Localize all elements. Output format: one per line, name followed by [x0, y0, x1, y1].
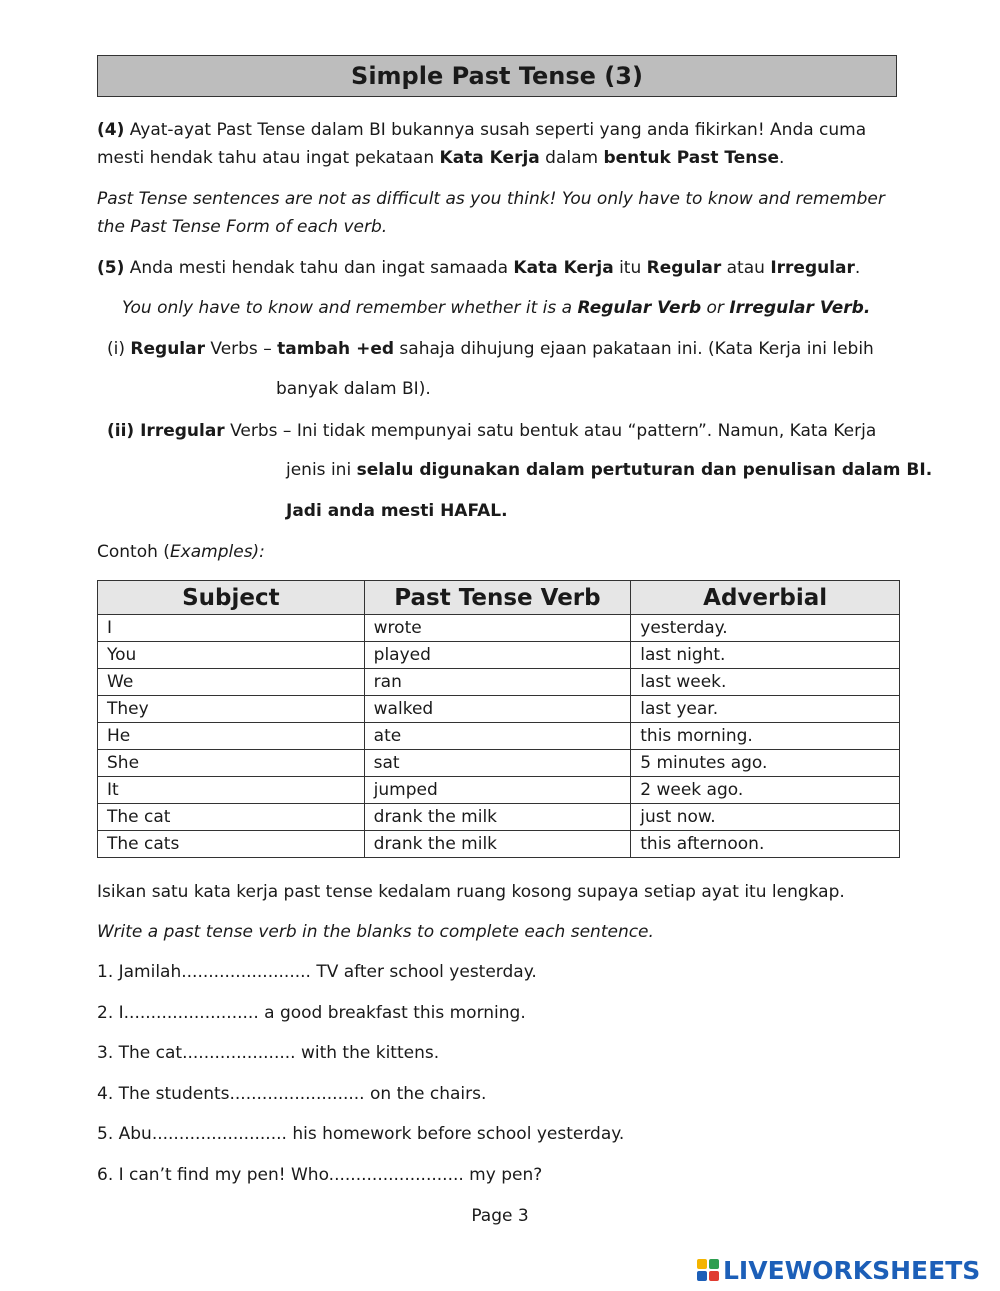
para-5-english-irregular: Irregular Verb. — [729, 298, 871, 318]
cell-verb: ate — [364, 723, 631, 750]
cell-adverbial: just now. — [631, 804, 900, 831]
para-5-english-a: You only have to know and remember whether it is a — [122, 298, 578, 318]
cell-adverbial: 2 week ago. — [631, 777, 900, 804]
para-4-text-c: dalam — [539, 148, 604, 168]
irregular-verbs-line-2 — [286, 460, 932, 480]
cell-adverbial: last night. — [631, 642, 900, 669]
question-3[interactable]: 3. The cat..................... with the kittens. — [97, 1043, 440, 1063]
para-5-english — [122, 298, 870, 318]
liveworksheets-logo — [697, 1255, 980, 1285]
table-row — [98, 615, 900, 642]
cell-verb: wrote — [364, 615, 631, 642]
table-row — [98, 723, 900, 750]
cell-adverbial: 5 minutes ago. — [631, 750, 900, 777]
logo-square-3 — [697, 1271, 707, 1281]
regular-verbs-num: (i) — [107, 339, 131, 359]
para-5-number: (5) — [97, 258, 125, 278]
cell-verb: drank the milk — [364, 804, 631, 831]
cell-subject: The cat — [98, 804, 365, 831]
cell-subject: I — [98, 615, 365, 642]
header-adverbial: Adverbial — [631, 581, 900, 615]
cell-adverbial: last week. — [631, 669, 900, 696]
question-4[interactable]: 4. The students......................... on the chairs. — [97, 1084, 487, 1104]
regular-verbs-line-2: banyak dalam BI). — [276, 379, 431, 399]
cell-verb: ran — [364, 669, 631, 696]
para-5-english-regular: Regular Verb — [577, 298, 702, 318]
question-5[interactable]: 5. Abu......................... his homework before school yesterday. — [97, 1124, 625, 1144]
cell-subject: He — [98, 723, 365, 750]
cell-adverbial: yesterday. — [631, 615, 900, 642]
irregular-verbs-text: Verbs – Ini tidak mempunyai satu bentuk atau “pattern”. Namun, Kata Kerja — [224, 421, 877, 441]
instruction-english: Write a past tense verb in the blanks to complete each sentence. — [97, 922, 654, 942]
table-row — [98, 669, 900, 696]
instruction-malay: Isikan satu kata kerja past tense kedalam ruang kosong supaya setiap ayat itu lengkap. — [97, 882, 845, 902]
table-row — [98, 696, 900, 723]
header-subject: Subject — [98, 581, 365, 615]
table-header-row — [98, 581, 900, 615]
question-6[interactable]: 6. I can’t find my pen! Who......................... my pen? — [97, 1165, 543, 1185]
cell-adverbial: this afternoon. — [631, 831, 900, 858]
logo-square-1 — [697, 1259, 707, 1269]
para-4-line-1 — [97, 120, 866, 140]
cell-verb: played — [364, 642, 631, 669]
cell-subject: We — [98, 669, 365, 696]
regular-verbs-dash: Verbs – — [204, 339, 278, 359]
para-5-text-e: atau — [721, 258, 771, 278]
para-4-bentuk: bentuk Past Tense — [603, 148, 779, 168]
logo-square-2 — [709, 1259, 719, 1269]
irregular-verbs-line-3 — [286, 501, 508, 521]
table-row — [98, 750, 900, 777]
table-row — [98, 642, 900, 669]
irregular-verbs-hafal: Jadi anda mesti HAFAL. — [286, 501, 508, 521]
para-5-kata-kerja: Kata Kerja — [513, 258, 614, 278]
cell-subject: She — [98, 750, 365, 777]
cell-verb: drank the milk — [364, 831, 631, 858]
para-4-english-2: the Past Tense Form of each verb. — [97, 217, 388, 237]
regular-verbs-line-1 — [107, 339, 874, 359]
cell-adverbial: last year. — [631, 696, 900, 723]
para-4-line-2 — [97, 148, 784, 168]
para-5-text-a: Anda mesti hendak tahu dan ingat samaada — [124, 258, 514, 278]
irregular-verbs-line-1 — [107, 421, 876, 441]
cell-verb: sat — [364, 750, 631, 777]
para-4-kata-kerja: Kata Kerja — [439, 148, 540, 168]
regular-verbs-text: sahaja dihujung ejaan pakataan ini. (Kata Kerja ini lebih — [394, 339, 874, 359]
page-number: Page 3 — [471, 1206, 529, 1226]
para-4-text-a: mesti hendak tahu atau ingat pekataan — [97, 148, 440, 168]
para-4-english-1: Past Tense sentences are not as difficult as you think! You only have to know and remember — [97, 189, 885, 209]
examples-label-b: Examples): — [169, 542, 265, 562]
examples-label — [97, 542, 265, 562]
para-5-regular: Regular — [646, 258, 722, 278]
header-past-tense-verb: Past Tense Verb — [364, 581, 631, 615]
para-5-irregular: Irregular — [770, 258, 855, 278]
examples-table — [97, 580, 900, 858]
cell-subject: They — [98, 696, 365, 723]
cell-subject: It — [98, 777, 365, 804]
para-5-text-c: itu — [613, 258, 647, 278]
cell-adverbial: this morning. — [631, 723, 900, 750]
para-4-period: . — [779, 148, 785, 168]
question-1[interactable]: 1. Jamilah........................ TV after school yesterday. — [97, 962, 537, 982]
question-2[interactable]: 2. I......................... a good breakfast this morning. — [97, 1003, 526, 1023]
irregular-verbs-text-a: jenis ini — [286, 460, 357, 480]
table-row — [98, 804, 900, 831]
regular-verbs-tambah: tambah +ed — [277, 339, 395, 359]
para-4-text: Ayat-ayat Past Tense dalam BI bukannya susah seperti yang anda fikirkan! Anda cuma — [124, 120, 867, 140]
table-row — [98, 831, 900, 858]
para-4-number: (4) — [97, 120, 125, 140]
para-5-period: . — [854, 258, 861, 278]
para-5-english-or: or — [701, 298, 730, 318]
logo-text: LIVEWORKSHEETS — [723, 1255, 981, 1285]
cell-verb: jumped — [364, 777, 631, 804]
logo-square-4 — [709, 1271, 719, 1281]
cell-verb: walked — [364, 696, 631, 723]
examples-label-a: Contoh ( — [97, 542, 170, 562]
regular-verbs-label: Regular — [130, 339, 205, 359]
irregular-verbs-bold: selalu digunakan dalam pertuturan dan penulisan dalam BI. — [356, 460, 933, 480]
cell-subject: You — [98, 642, 365, 669]
irregular-verbs-label: (ii) Irregular — [107, 421, 225, 441]
cell-subject: The cats — [98, 831, 365, 858]
page-title: Simple Past Tense (3) — [97, 55, 897, 97]
para-5-line — [97, 258, 860, 278]
logo-grid-icon — [697, 1259, 719, 1281]
table-row — [98, 777, 900, 804]
